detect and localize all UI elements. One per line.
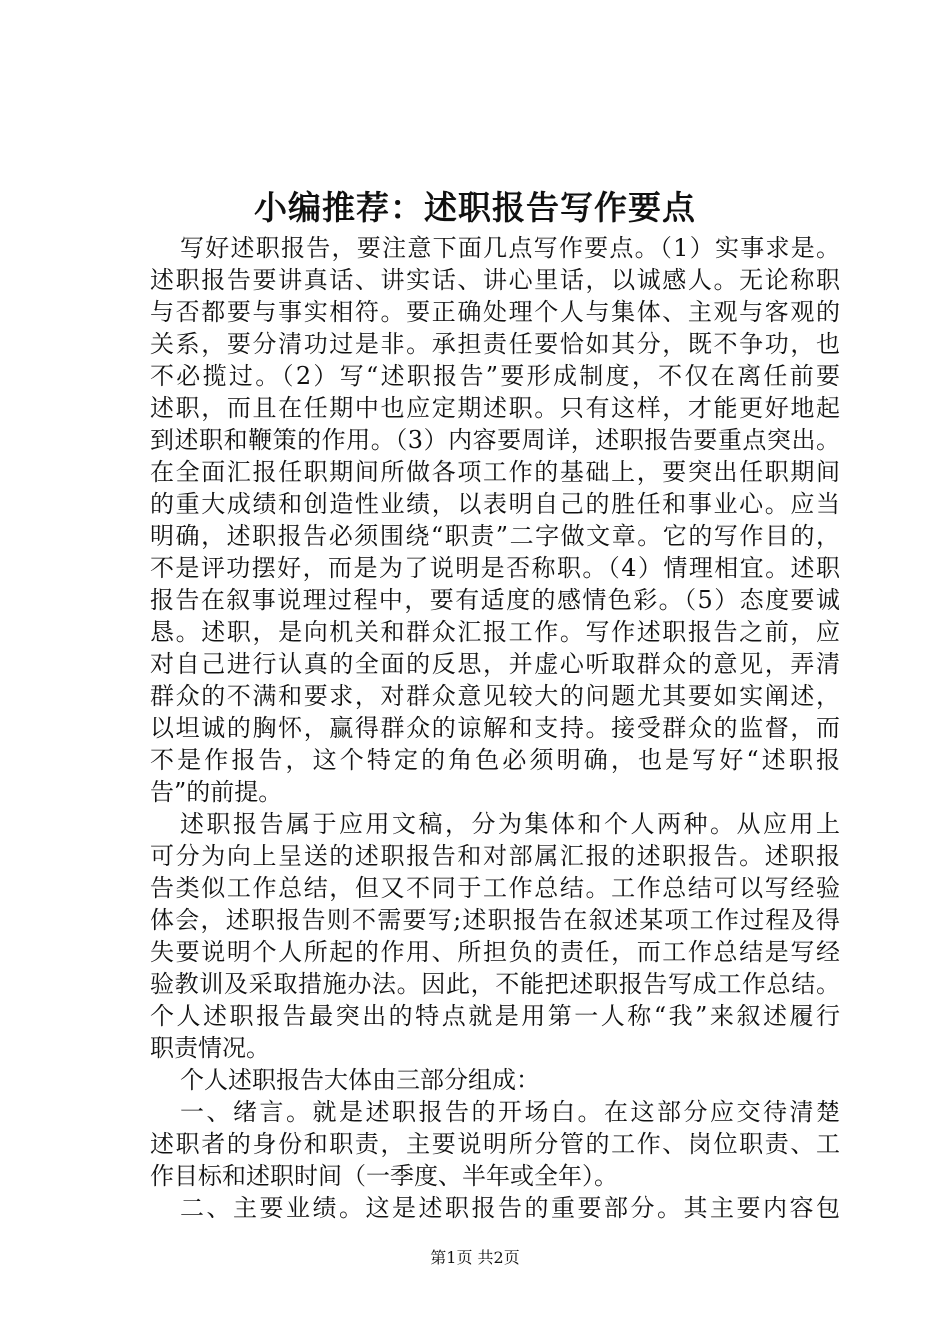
document-body [150, 232, 840, 1224]
text-line: 告类似工作总结，但又不同于工作总结。工作总结可以写经验 [150, 874, 840, 902]
text-line: 写好述职报告，要注意下面几点写作要点。（1）实事求是。 [180, 234, 840, 262]
page-number: 第1页 共2页 [430, 1248, 520, 1267]
text-line: 体会，述职报告则不需要写;述职报告在叙述某项工作过程及得 [150, 906, 840, 934]
text-line: 验教训及采取措施办法。因此，不能把述职报告写成工作总结。 [150, 970, 840, 998]
text-line: 恳。述职，是向机关和群众汇报工作。写作述职报告之前，应 [150, 618, 840, 646]
text-line: 报告在叙事说理过程中，要有适度的感情色彩。（5）态度要诚 [150, 586, 840, 614]
text-line: 作目标和述职时间（一季度、半年或全年）。 [150, 1162, 618, 1190]
text-line: 可分为向上呈送的述职报告和对部属汇报的述职报告。述职报 [150, 842, 840, 870]
text-line: 关系，要分清功过是非。承担责任要恰如其分，既不争功，也 [150, 330, 840, 358]
text-line: 二、主要业绩。这是述职报告的重要部分。其主要内容包 [180, 1194, 840, 1222]
text-line: 不是作报告，这个特定的角色必须明确，也是写好“述职报 [150, 746, 840, 774]
text-line: 群众的不满和要求，对群众意见较大的问题尤其要如实阐述， [150, 682, 840, 710]
text-line: 的重大成绩和创造性业绩，以表明自己的胜任和事业心。应当 [150, 490, 840, 518]
text-line: 述职报告属于应用文稿，分为集体和个人两种。从应用上 [180, 810, 840, 838]
text-line: 与否都要与事实相符。要正确处理个人与集体、主观与客观的 [150, 298, 840, 326]
text-line: 对自己进行认真的全面的反思，并虚心听取群众的意见，弄清 [150, 650, 840, 678]
text-line: 个人述职报告最突出的特点就是用第一人称“我”来叙述履行 [150, 1002, 840, 1030]
text-line: 不是评功摆好，而是为了说明是否称职。（4）情理相宜。述职 [150, 554, 840, 582]
page-title: 小编推荐：述职报告写作要点 [254, 188, 696, 227]
text-line: 明确，述职报告必须围绕“职责”二字做文章。它的写作目的， [150, 522, 840, 550]
text-line: 到述职和鞭策的作用。（3）内容要周详，述职报告要重点突出。 [150, 426, 840, 454]
text-line: 述职者的身份和职责，主要说明所分管的工作、岗位职责、工 [150, 1130, 840, 1158]
text-line: 述职，而且在任期中也应定期述职。只有这样，才能更好地起 [150, 394, 840, 422]
text-line: 以坦诚的胸怀，赢得群众的谅解和支持。接受群众的监督，而 [150, 714, 840, 742]
text-line: 不必揽过。（2）写“述职报告”要形成制度，不仅在离任前要 [150, 362, 840, 390]
text-line: 一、绪言。就是述职报告的开场白。在这部分应交待清楚 [180, 1098, 840, 1126]
text-line: 告”的前提。 [150, 778, 283, 806]
text-line: 职责情况。 [150, 1034, 270, 1062]
text-line: 个人述职报告大体由三部分组成： [180, 1066, 540, 1094]
text-line: 述职报告要讲真话、讲实话、讲心里话，以诚感人。无论称职 [150, 266, 840, 294]
text-line: 在全面汇报任职期间所做各项工作的基础上，要突出任职期间 [150, 458, 840, 486]
text-line: 失要说明个人所起的作用、所担负的责任，而工作总结是写经 [150, 938, 840, 966]
